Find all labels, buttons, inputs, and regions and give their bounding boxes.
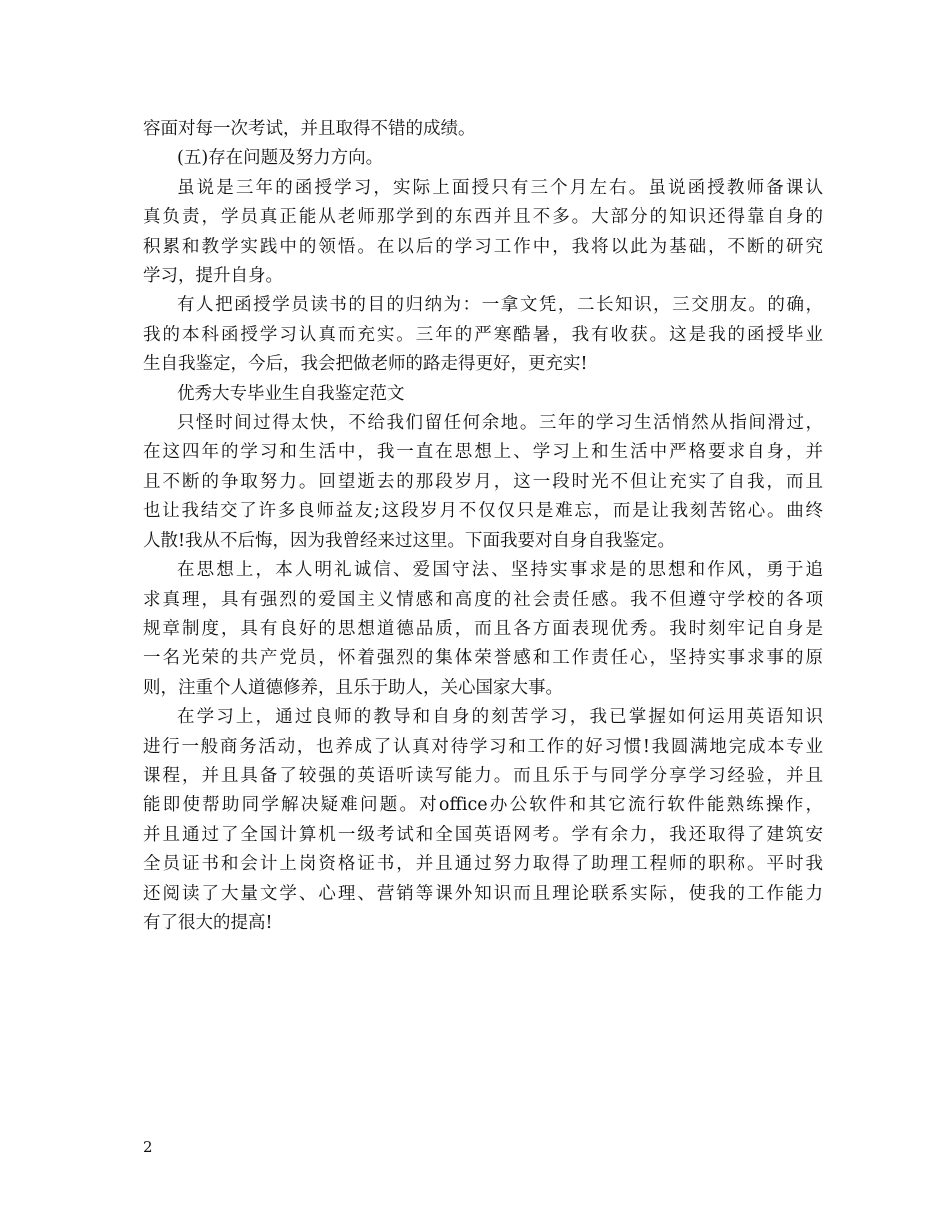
text-line: 我的本科函授学习认真而充实。三年的严寒酷暑，我有收获。这是我的函授毕业 <box>143 324 823 345</box>
text-line: 全员证书和会计上岗资格证书，并且通过努力取得了助理工程师的职称。平时我 <box>143 854 823 875</box>
text-line: 且不断的争取努力。回望逝去的那段岁月，这一段时光不但让充实了自我，而且 <box>143 471 823 492</box>
text-line: 规章制度，具有良好的思想道德品质，而且各方面表现优秀。我时刻牢记自身是 <box>143 618 823 639</box>
page-number: 2 <box>143 1138 153 1156</box>
text-line: 课程，并且具备了较强的英语听读写能力。而且乐于与同学分享学习经验，并且 <box>143 765 823 786</box>
text-line: 求真理，具有强烈的爱国主义情感和高度的社会责任感。我不但遵守学校的各项 <box>143 589 823 610</box>
text-line: 人散!我从不后悔，因为我曾经来过这里。下面我要对自身自我鉴定。 <box>143 530 676 551</box>
text-line: 能即使帮助同学解决疑难问题。对office办公软件和其它流行软件能熟练操作， <box>143 795 823 816</box>
text-line: 并且通过了全国计算机一级考试和全国英语网考。学有余力，我还取得了建筑安 <box>143 824 823 845</box>
text-line: 积累和教学实践中的领悟。在以后的学习工作中，我将以此为基础，不断的研究 <box>143 236 823 257</box>
text-line: 生自我鉴定，今后，我会把做老师的路走得更好，更充实! <box>143 354 588 375</box>
article-title: 优秀大专毕业生自我鉴定范文 <box>177 383 405 404</box>
text-line: 在这四年的学习和生活中，我一直在思想上、学习上和生活中严格要求自身，并 <box>143 442 823 463</box>
text-line: 有了很大的提高! <box>143 912 273 933</box>
body-text <box>143 115 823 938</box>
text-line: 真负责，学员真正能从老师那学到的东西并且不多。大部分的知识还得靠自身的 <box>143 207 823 228</box>
text-line: 在思想上，本人明礼诚信、爱国守法、坚持实事求是的思想和作风，勇于追 <box>177 560 823 581</box>
text-line: 则，注重个人道德修养，且乐于助人，关心国家大事。 <box>143 677 563 698</box>
text-line: 只怪时间过得太快，不给我们留任何余地。三年的学习生活悄然从指间滑过， <box>177 413 823 434</box>
text-line: 有人把函授学员读书的目的归纳为：一拿文凭，二长知识，三交朋友。的确， <box>177 295 823 316</box>
text-line: 在学习上，通过良师的教导和自身的刻苦学习，我已掌握如何运用英语知识 <box>177 707 823 728</box>
text-line: 容面对每一次考试，并且取得不错的成绩。 <box>143 119 476 139</box>
text-line: 还阅读了大量文学、心理、营销等课外知识而且理论联系实际，使我的工作能力 <box>143 883 823 904</box>
text-line: 进行一般商务活动，也养成了认真对待学习和工作的好习惯!我圆满地完成本专业 <box>143 736 823 757</box>
text-line: 虽说是三年的函授学习，实际上面授只有三个月左右。虽说函授教师备课认 <box>177 177 823 198</box>
text-line: 一名光荣的共产党员，怀着强烈的集体荣誉感和工作责任心，坚持实事求事的原 <box>143 648 823 669</box>
text-line: 学习，提升自身。 <box>143 266 283 287</box>
section-heading: (五)存在问题及努力方向。 <box>177 148 384 169</box>
text-line: 也让我结交了许多良师益友;这段岁月不仅仅只是难忘，而是让我刻苦铭心。曲终 <box>143 501 823 522</box>
